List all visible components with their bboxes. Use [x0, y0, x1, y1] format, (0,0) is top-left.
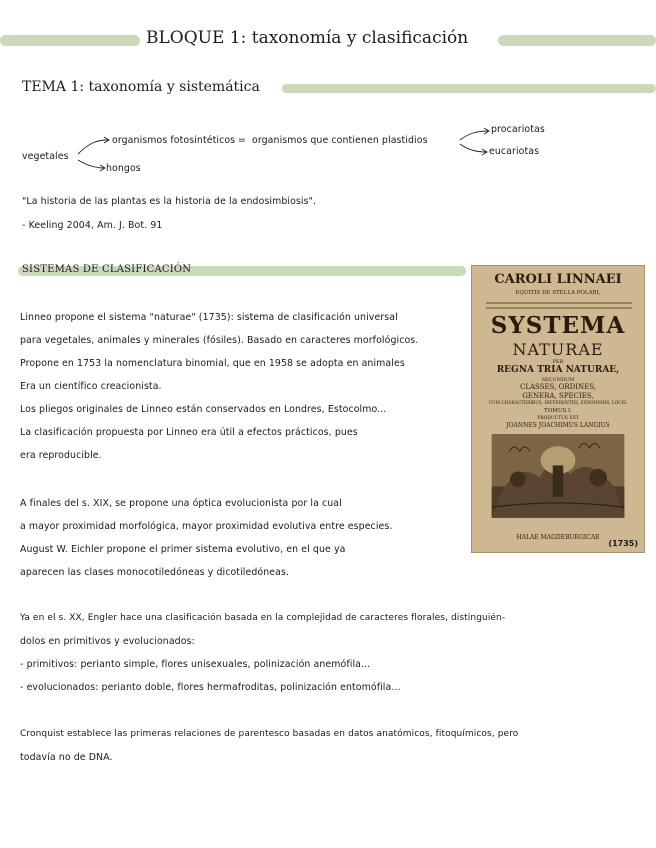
text-line: Ya en el s. XX, Engler hace una clasificación basada en la complejidad de caracteres florales, distinguién-: [20, 613, 506, 623]
classification-diagram: [0, 118, 600, 178]
text-line: aparecen las clases monocotiledóneas y dicotiledóneas.: [20, 567, 290, 578]
cover-editor-pre: PRODUCTUS EST: [537, 416, 579, 421]
text-line: La clasificación propuesta por Linneo era útil a efectos prácticos, pues: [20, 427, 358, 438]
cover-cum: CUM CHARACTERIBUS, DIFFERENTIIS, SYNONYMIS, LOCIS.: [488, 401, 628, 406]
text-line: - primitivos: perianto simple, flores unisexuales, polinización anemófila...: [20, 659, 371, 670]
cover-genera: GENERA, SPECIES,: [522, 392, 594, 400]
text-line: A finales del s. XIX, se propone una óptica evolucionista por la cual: [20, 498, 342, 509]
diagram-equals: =: [238, 135, 246, 146]
diagram-leaf-eucariotas: eucariotas: [489, 146, 540, 157]
block-header: [0, 26, 656, 54]
section-title: SISTEMAS DE CLASIFICACIÓN: [22, 264, 192, 275]
cover-per: PER: [552, 359, 564, 365]
text-line: era reproducible.: [20, 450, 102, 461]
diagram-branch-top-definition: organismos que contienen plastidios: [252, 135, 428, 146]
cover-author: CAROLI LINNAEI: [494, 272, 622, 287]
cover-subtitle: REGNA TRIA NATURAE,: [496, 365, 620, 375]
text-line: Los pliegos originales de Linneo están conservados en Londres, Estocolmo...: [20, 404, 387, 415]
cover-author-sub: EQUITIS DE STELLA POLARI,: [515, 290, 601, 296]
cover-title-systema: SYSTEMA: [490, 312, 626, 339]
topic-title: TEMA 1: taxonomía y sistemática: [22, 79, 260, 95]
header-bar-left: [0, 35, 140, 46]
diagram-branch-bottom: hongos: [106, 163, 141, 174]
text-line: Cronquist establece las primeras relaciones de parentesco basadas en datos anatómicos, fitoquímicos, pero: [20, 729, 519, 739]
systema-naturae-cover-image: [471, 265, 645, 553]
quote-text: "La historia de las plantas es la historia de la endosimbiosis".: [22, 196, 317, 207]
cover-editor: JOANNES JOACHIMUS LANGIUS: [506, 422, 610, 429]
text-line: a mayor proximidad morfológica, mayor proximidad evolutiva entre especies.: [20, 521, 393, 532]
topic-header: [0, 78, 656, 100]
cover-year: (1735): [608, 539, 638, 548]
diagram-root: vegetales: [22, 151, 69, 162]
section-header: [18, 264, 466, 278]
cover-title-naturae: NATURAE: [512, 340, 604, 359]
text-line: August W. Eichler propone el primer sistema evolutivo, en el que ya: [20, 544, 346, 555]
text-line: para vegetales, animales y minerales (fósiles). Basado en caracteres morfológicos.: [20, 335, 419, 346]
cover-tomus: TOMUS I.: [544, 408, 572, 414]
cover-secundum: SECUNDUM: [541, 377, 575, 383]
quote-citation: - Keeling 2004, Am. J. Bot. 91: [22, 220, 163, 231]
diagram-branch-top: organismos fotosintéticos: [112, 135, 236, 146]
text-line: Era un científico creacionista.: [20, 381, 162, 392]
cover-small-print: [486, 299, 632, 313]
topic-bar: [282, 84, 656, 93]
header-bar-right: [498, 35, 656, 46]
text-line: - evolucionados: perianto doble, flores hermafroditas, polinización entomófila...: [20, 682, 401, 693]
cover-classes: CLASSES, ORDINES,: [519, 383, 597, 391]
text-line: Linneo propone el sistema "naturae" (1735): sistema de clasificación universal: [20, 312, 398, 323]
cover-engraving: [482, 434, 634, 530]
diagram-leaf-procariotas: procariotas: [491, 124, 545, 135]
block-title: BLOQUE 1: taxonomía y clasificación: [146, 28, 469, 48]
text-line: dolos en primitivos y evolucionados:: [20, 636, 195, 647]
text-line: Propone en 1753 la nomenclatura binomial, que en 1958 se adopta en animales: [20, 358, 405, 369]
cover-publisher: HALAE MAGDEBURGICAE: [516, 534, 600, 541]
text-line: todavía no de DNA.: [20, 752, 113, 763]
